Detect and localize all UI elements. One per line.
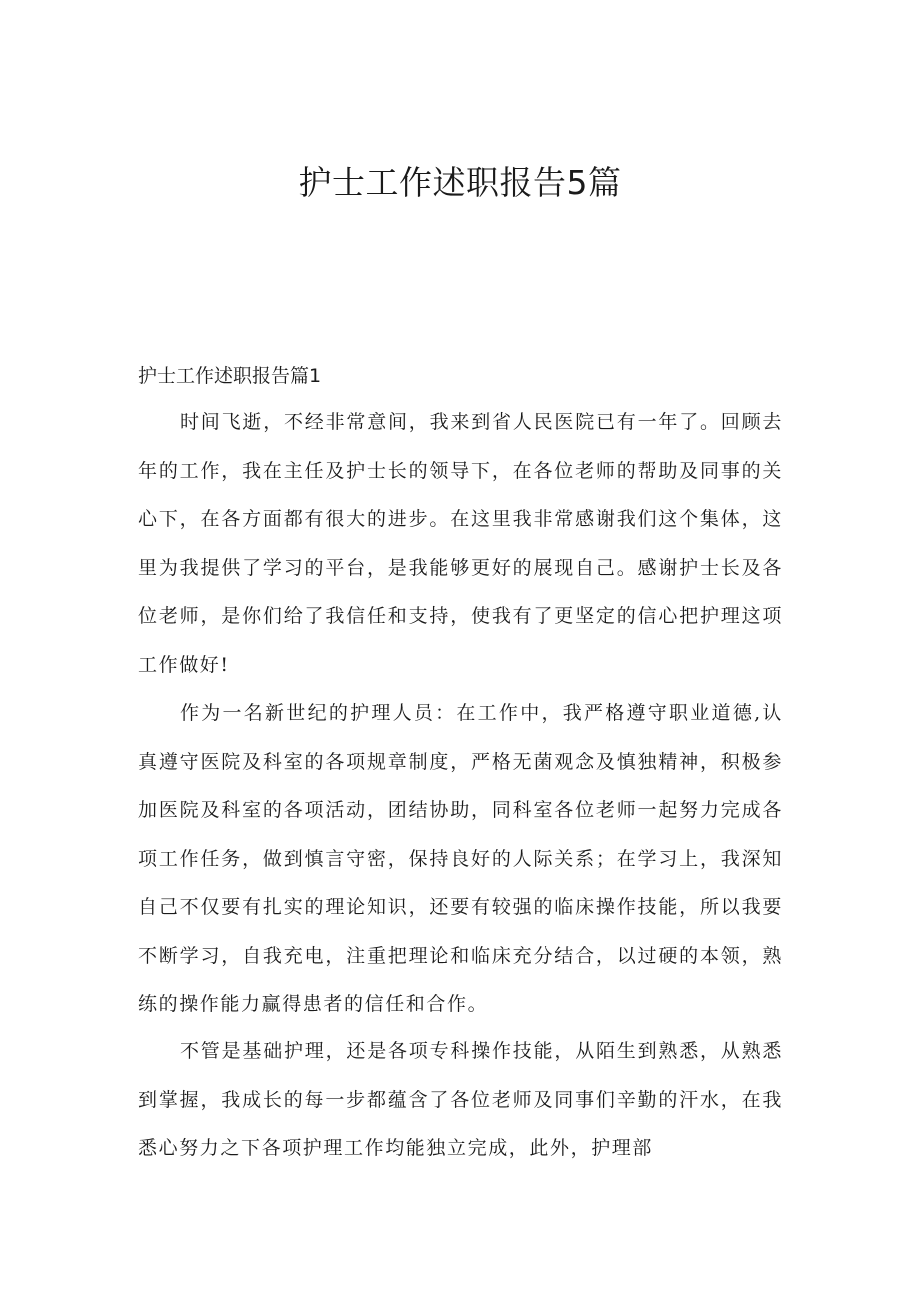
paragraph-1: 时间飞逝，不经非常意间，我来到省人民医院已有一年了。回顾去年的工作，我在主任及护士长的领导下，在各位老师的帮助及同事的关心下，在各方面都有很大的进步。在这里我非常感谢我们这个集体，这里为我提供了学习的平台，是我能够更好的展现自己。感谢护士长及各位老师，是你们给了我信任和支持，使我有了更坚定的信心把护理这项工作做好! (138, 411, 783, 676)
paragraph-3: 不管是基础护理，还是各项专科操作技能，从陌生到熟悉，从熟悉到掌握，我成长的每一步都蕴含了各位老师及同事们辛勤的汗水，在我悉心努力之下各项护理工作均能独立完成，此外，护理部 (138, 1040, 783, 1159)
document-title: 护士工作述职报告5篇 (298, 163, 622, 202)
paragraph-2: 作为一名新世纪的护理人员：在工作中，我严格遵守职业道德,认真遵守医院及科室的各项规章制度，严格无菌观念及慎独精神，积极参加医院及科室的各项活动，团结协助，同科室各位老师一起努力完成各项工作任务，做到慎言守密，保持良好的人际关系；在学习上，我深知自己不仅要有扎实的理论知识，还要有较强的临床操作技能，所以我要不断学习，自我充电，注重把理论和临床充分结合，以过硬的本领，熟练的操作能力赢得患者的信任和合作。 (138, 702, 783, 1015)
section-heading: 护士工作述职报告篇1 (138, 365, 322, 387)
